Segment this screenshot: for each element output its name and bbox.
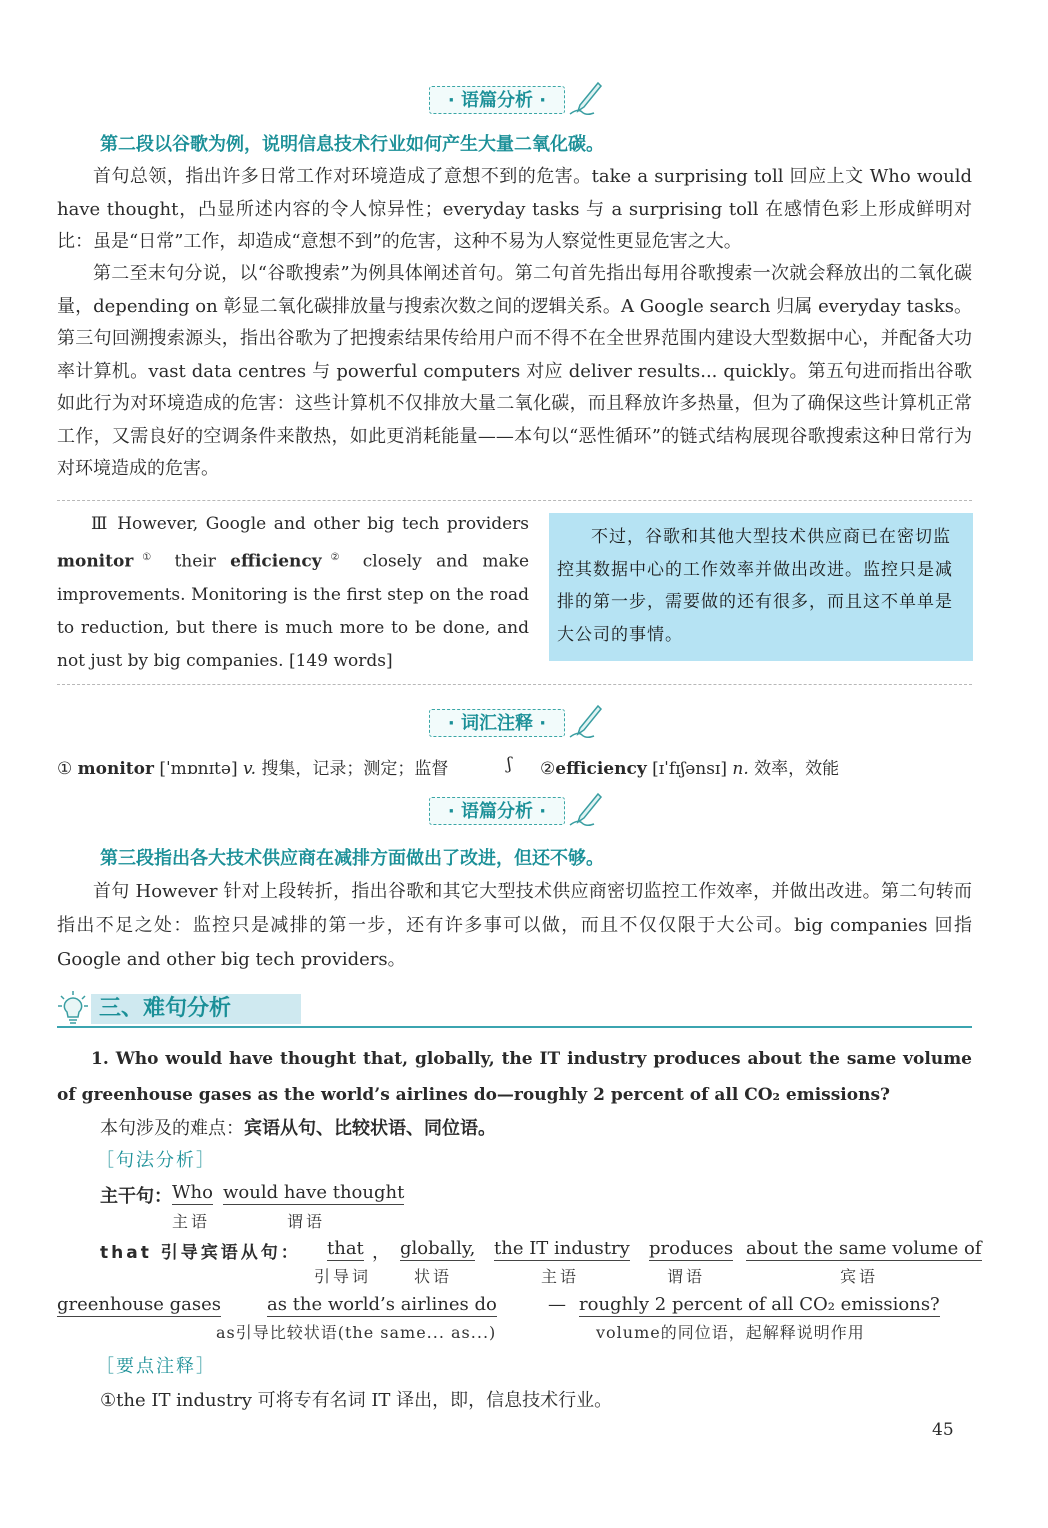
clause-object-text: about the same volume of	[746, 1238, 982, 1259]
vocab-entry-monitor	[57, 754, 448, 779]
section-title-difficult-sentences	[57, 994, 972, 1028]
keyword-efficiency: efficiency	[230, 551, 322, 572]
word-count: [149 words]	[288, 650, 393, 671]
label-subject: 主语	[172, 1212, 211, 1231]
difficulty-prefix: 本句涉及的难点：	[100, 1118, 244, 1139]
vocab-pos: v.	[242, 759, 256, 779]
label-comparison: as引导比较状语(the same... as...)	[216, 1323, 497, 1342]
main-predicate	[223, 1182, 404, 1203]
pen-icon	[568, 791, 604, 829]
clause-object-cont-text: greenhouse gases	[57, 1294, 222, 1315]
analysis-heading-3: 第三段指出各大技术供应商在减排方面做出了改进，但还不够。	[100, 848, 604, 869]
translation-box: 不过，谷歌和其他大型技术供应商已在密切监控其数据中心的工作效率并做出改进。监控只是减排的第一步，需要做的还有很多，而且这不单单是大公司的事情。	[549, 513, 973, 661]
section-tag-analysis: · 语篇分析 ·	[429, 86, 565, 114]
difficult-sentence-1: 1. Who would have thought that, globally, the IT industry produces about the same volume of greenhouse gases as the world’s airlines do—roughly 2 percent of all CO₂ emissions?	[57, 1049, 972, 1105]
clause-predicate	[649, 1238, 733, 1259]
label-adverbial: 状语	[414, 1267, 453, 1286]
clause-object	[746, 1238, 982, 1259]
clause-comma: ，	[372, 1242, 390, 1263]
footnote-ref-2: ②	[321, 552, 349, 563]
clause-dash: —	[548, 1294, 566, 1315]
clause-subject	[494, 1238, 630, 1259]
analysis-paragraph-2: 第二至末句分说，以“谷歌搜索”为例具体阐述首句。第二句首先指出每用谷歌搜索一次就会释放出的二氧化碳量，depending on 彰显二氧化碳排放量与搜索次数之间的逻辑关系。A Google search 归属 everyday tasks。第三句回溯搜索源头，指出谷歌为了把搜索结果传给用户而不得不在全世界范围内建设大型数据中心，并配备大功率计算机。vast data centres 与 powerful computers 对应 deliver results... quickly。第五句进而指出谷歌如此行为对环境造成的危害：这些计算机不仅排放大量二氧化碳，而且释放许多热量，但为了确保这些计算机正常工作，又需良好的空调条件来散热，如此更消耗能量——本句以“恶性循环”的链式结构展现谷歌搜索这种日常行为对环境造成的危害。	[57, 263, 972, 479]
clause-predicate-text: produces	[649, 1238, 734, 1259]
pen-icon	[568, 80, 604, 118]
main-subject	[172, 1182, 213, 1203]
vocab-word: monitor	[77, 759, 154, 779]
difficulty-line	[100, 1114, 496, 1140]
key-note-1: ①the IT industry 可将专有名词 IT 译出，即，信息技术行业。	[100, 1390, 613, 1411]
main-predicate-text: would have thought	[223, 1182, 405, 1203]
label-object: 宾语	[840, 1267, 879, 1286]
keyword-monitor: monitor	[57, 551, 134, 572]
syntax-analysis-title: ［句法分析］	[96, 1150, 216, 1171]
label-predicate-clause: 谓语	[667, 1267, 706, 1286]
passage-text-1: However, Google and other big tech providers	[117, 514, 529, 534]
pen-icon	[568, 703, 604, 741]
main-subject-text: Who	[172, 1182, 213, 1203]
passage-text-3: closely and make improvements. Monitoring is the first step on the road to reduction, but there is much more to be done, and not just by big companies.	[57, 551, 530, 671]
main-clause-label: 主干句：	[100, 1186, 172, 1207]
clause-object-cont	[57, 1294, 221, 1315]
label-predicate: 谓语	[287, 1212, 326, 1231]
label-introducer: 引导词	[314, 1267, 372, 1286]
clause-that	[327, 1238, 364, 1259]
vocab-phonetic: [ˈmɒnɪtə]	[159, 759, 238, 779]
vocab-word: efficiency	[555, 759, 647, 779]
passage-text-2: their	[174, 551, 216, 572]
clause-comparison	[267, 1294, 497, 1315]
vocab-entry-efficiency	[540, 754, 839, 779]
clause-appositive-text: roughly 2 percent of all CO₂ emissions?	[579, 1294, 940, 1315]
clause-comparison-text: as the world’s airlines do	[267, 1294, 497, 1315]
paragraph-numeral: Ⅲ	[91, 514, 110, 534]
divider-top	[57, 500, 972, 501]
clause-globally-text: globally,	[400, 1238, 476, 1259]
clause-that-text: that	[327, 1238, 364, 1259]
label-subject-clause: 主语	[541, 1267, 580, 1286]
lightbulb-icon	[57, 990, 89, 1026]
vocab-number: ①	[57, 759, 73, 779]
divider-bottom	[57, 684, 972, 685]
passage-paragraph-3	[57, 508, 529, 678]
section-title-text: 三、难句分析	[99, 996, 232, 1021]
analysis-heading-2: 第二段以谷歌为例，说明信息技术行业如何产生大量二氧化碳。	[100, 134, 604, 155]
analysis-paragraph-3: 首句 However 针对上段转折，指出谷歌和其它大型技术供应商密切监控工作效率，并做出改进。第二句转而指出不足之处：监控只是减排的第一步，还有许多事可以做，而且不仅仅限于大公司。big companies 回指 Google and other big tech providers。	[57, 881, 972, 970]
label-appositive: volume的同位语，起解释说明作用	[596, 1323, 865, 1342]
vocab-definition: 效率，效能	[754, 759, 840, 779]
vocab-definition: 搜集，记录；测定；监督	[261, 759, 449, 779]
page-number: 45	[932, 1420, 954, 1440]
analysis-paragraph-1: 首句总领，指出许多日常工作对环境造成了意想不到的危害。take a surprising toll 回应上文 Who would have thought，凸显所述内容的令人惊异性；everyday tasks 与 a surprising toll 在感情色彩上形成鲜明对比：虽是“日常”工作，却造成“意想不到”的危害，这种不易为人察觉性更显危害之大。	[57, 166, 972, 252]
vocab-pos: n.	[732, 759, 749, 779]
clause-appositive	[579, 1294, 940, 1315]
vocab-separator: ʃ	[507, 754, 512, 774]
difficulty-points: 宾语从句、比较状语、同位语。	[244, 1118, 496, 1139]
clause-subject-text: the IT industry	[494, 1238, 630, 1259]
vocab-number: ②	[540, 759, 556, 779]
clause-globally	[400, 1238, 475, 1259]
key-notes-title: ［要点注释］	[96, 1356, 216, 1377]
section-tag-vocabulary: · 词汇注释 ·	[429, 709, 565, 737]
footnote-ref-1: ①	[133, 552, 161, 563]
section-tag-analysis: · 语篇分析 ·	[429, 797, 565, 825]
vocab-phonetic: [ɪˈfɪʃənsɪ]	[652, 759, 727, 779]
that-clause-label: that 引导宾语从句：	[100, 1243, 301, 1263]
